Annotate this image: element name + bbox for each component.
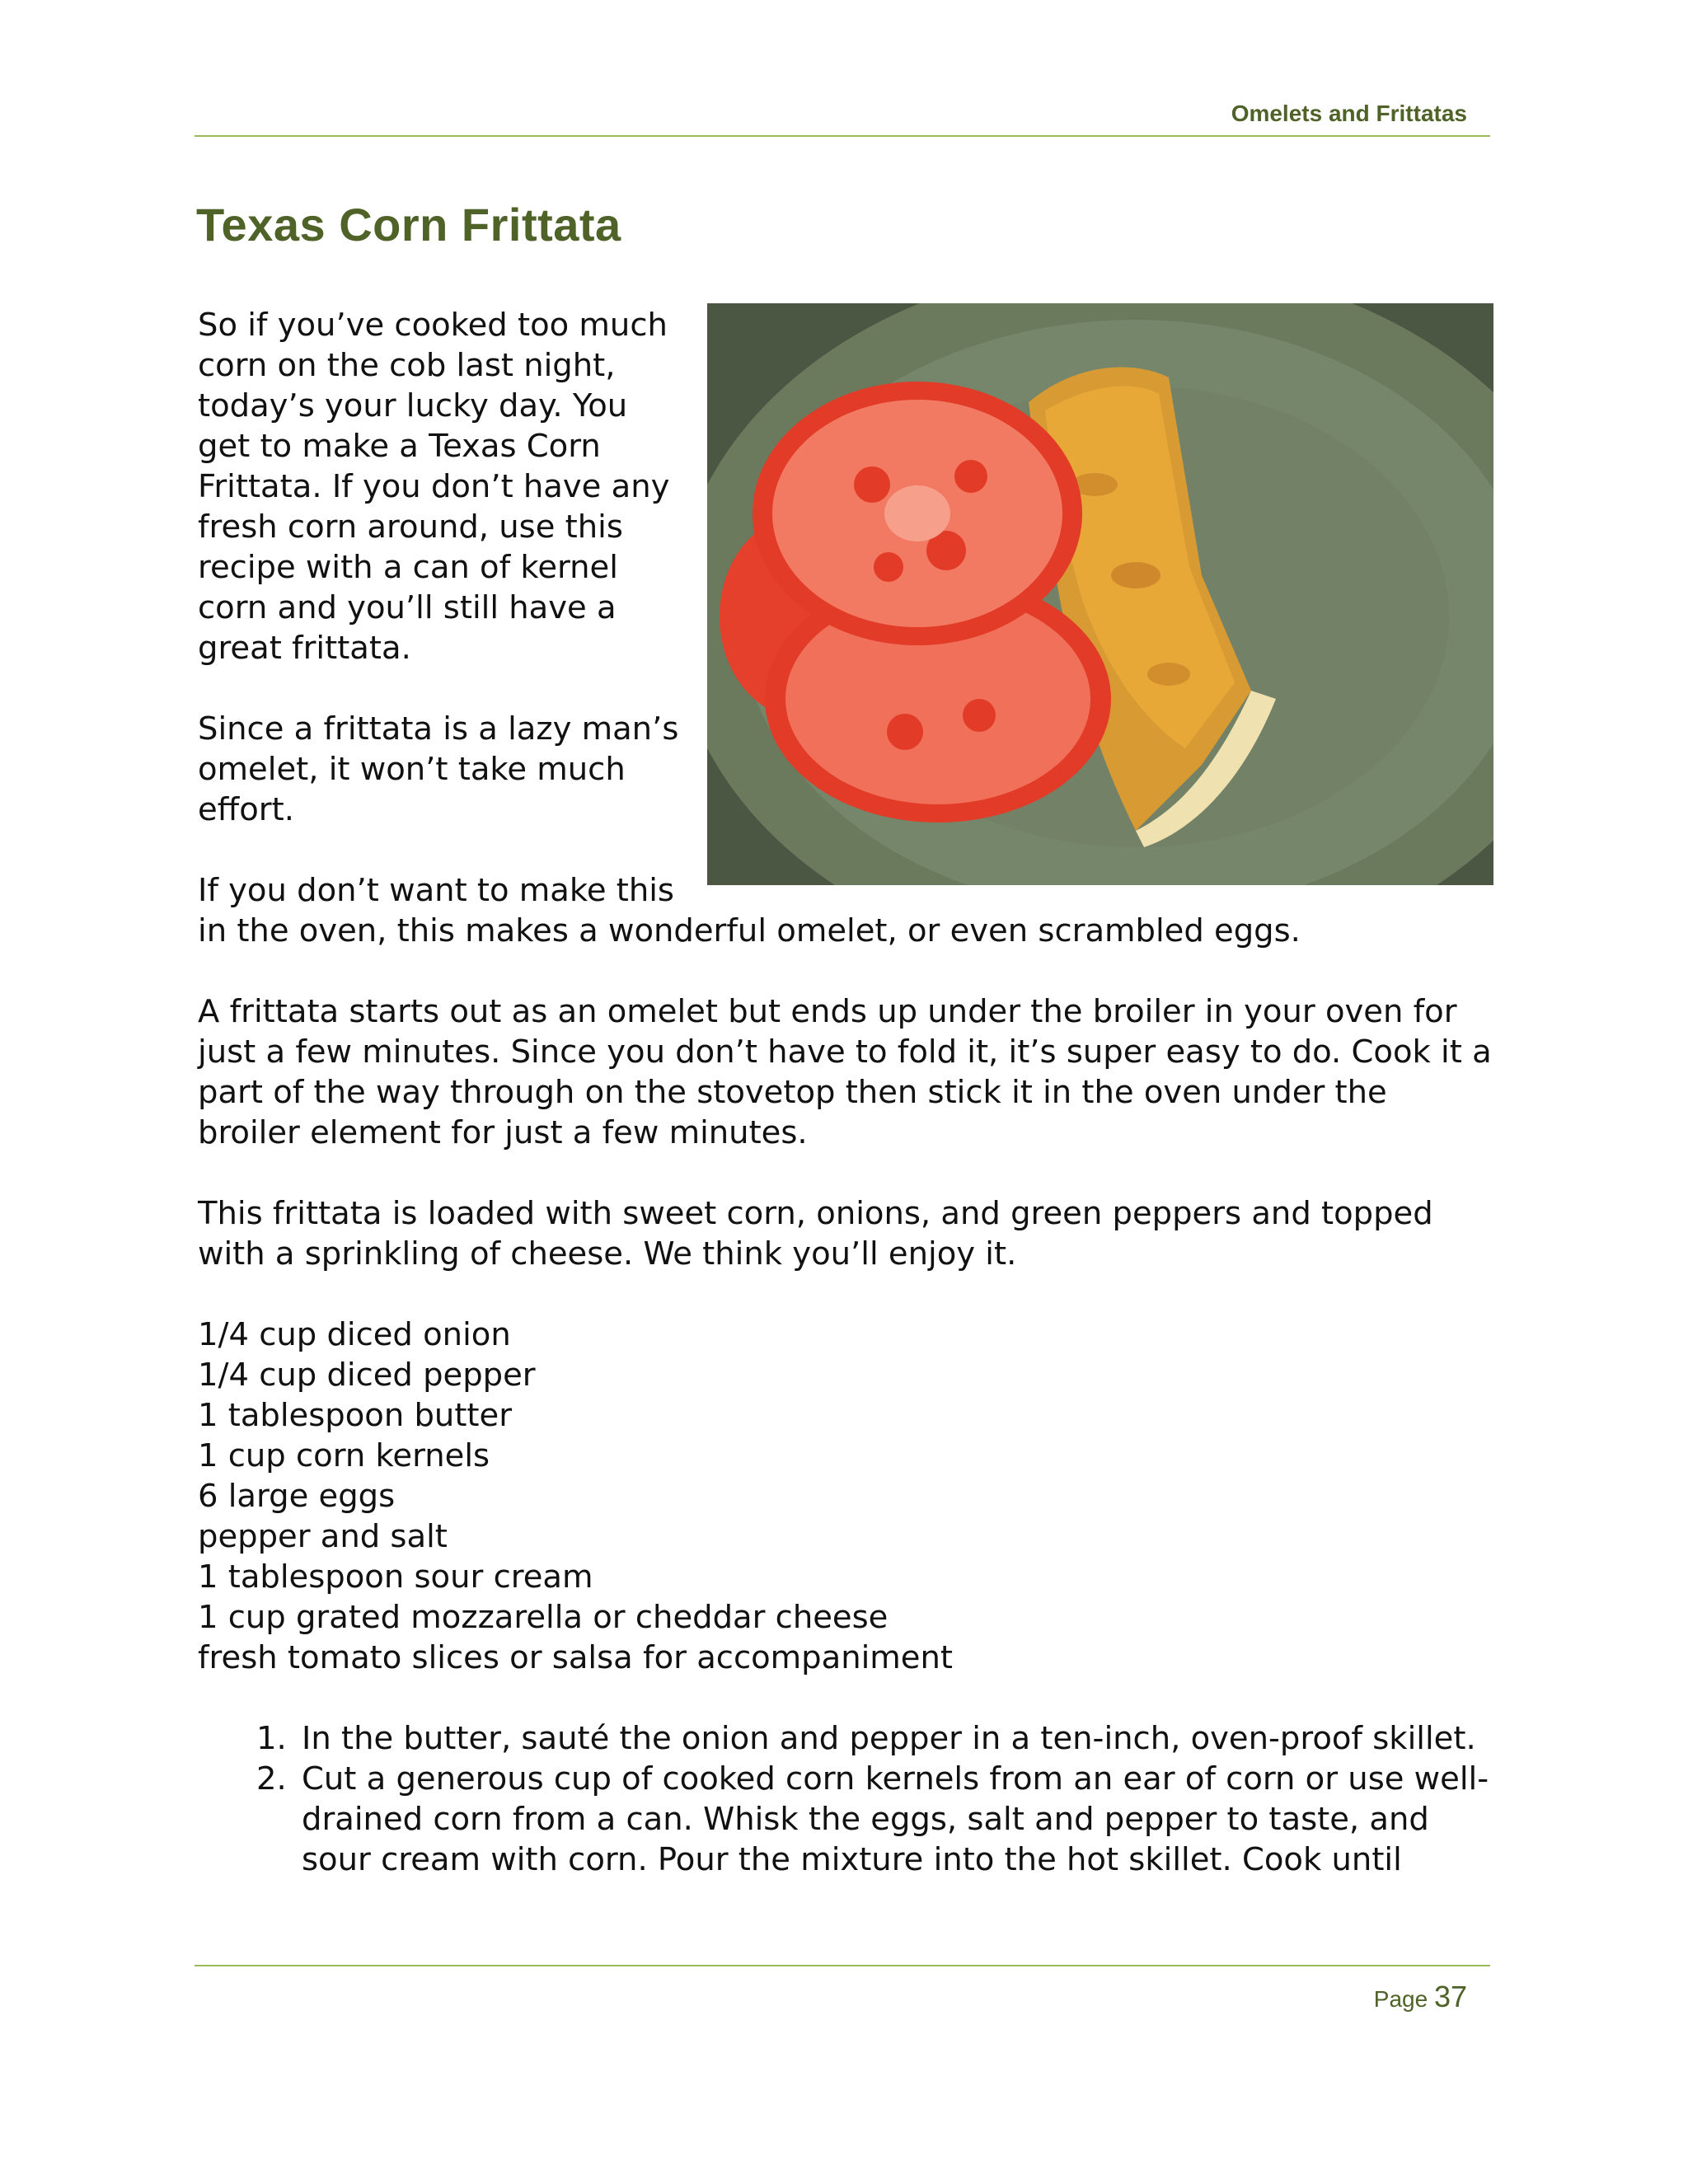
ingredient-item: 6 large eggs <box>198 1478 396 1515</box>
ingredient-list <box>198 1315 1493 1678</box>
page-footer <box>1374 1980 1467 2014</box>
frittata-plate-illustration <box>707 303 1493 885</box>
lazy-omelet-paragraph: Since a frittata is a lazy man’s omelet, it won’t take much effort. <box>198 710 679 828</box>
frittata-photo <box>707 303 1493 885</box>
page-label: Page <box>1373 1986 1428 2012</box>
step-item: 2. Cut a generous cup of cooked corn kernels from an ear of corn or use well-drained corn from a can. Whisk the eggs, salt and pepper to taste, and sour cream with corn. Pour the mixture into the hot skillet. Cook until <box>297 1759 1493 1880</box>
recipe-body <box>198 305 1493 1880</box>
step-item: 1. In the butter, sauté the onion and pepper in a ten-inch, oven-proof skillet. <box>297 1718 1493 1759</box>
ingredient-item: pepper and salt <box>198 1518 448 1555</box>
frittata-description-paragraph: This frittata is loaded with sweet corn, onions, and green peppers and topped with a sprinkling of cheese. We think you’ll enjoy it. <box>198 1195 1433 1272</box>
header-rule <box>195 135 1490 137</box>
ingredient-item: 1 cup grated mozzarella or cheddar cheese <box>198 1599 889 1636</box>
page-number: 37 <box>1433 1980 1467 2013</box>
ingredient-item: 1/4 cup diced pepper <box>198 1357 536 1394</box>
ingredient-item: 1 cup corn kernels <box>198 1437 490 1474</box>
ingredient-item: fresh tomato slices or salsa for accompaniment <box>198 1639 953 1676</box>
oven-alternative-paragraph: If you don’t want to make this in the oven, this makes a wonderful omelet, or even scrambled eggs. <box>198 872 1301 949</box>
footer-rule <box>195 1965 1490 1966</box>
ingredient-item: 1 tablespoon sour cream <box>198 1558 593 1596</box>
ingredient-item: 1 tablespoon butter <box>198 1397 513 1434</box>
ingredient-item: 1/4 cup diced onion <box>198 1316 511 1353</box>
frittata-method-paragraph: A frittata starts out as an omelet but ends up under the broiler in your oven for just a few minutes. Since you don’t have to fold it, it’s super easy to do. Cook it a part of the way through on the stovetop then stick it in the oven under the broiler element for just a few minutes. <box>198 993 1492 1151</box>
intro-paragraph: So if you’ve cooked too much corn on the cob last night, today’s your lucky day. You get to make a Texas Corn Frittata. If you don’t have any fresh corn around, use this recipe with a can of kernel corn and you’ll still have a great frittata. <box>198 307 670 667</box>
step-list <box>198 1718 1493 1880</box>
running-header: Omelets and Frittatas <box>1231 101 1467 126</box>
recipe-title: Texas Corn Frittata <box>196 199 621 251</box>
